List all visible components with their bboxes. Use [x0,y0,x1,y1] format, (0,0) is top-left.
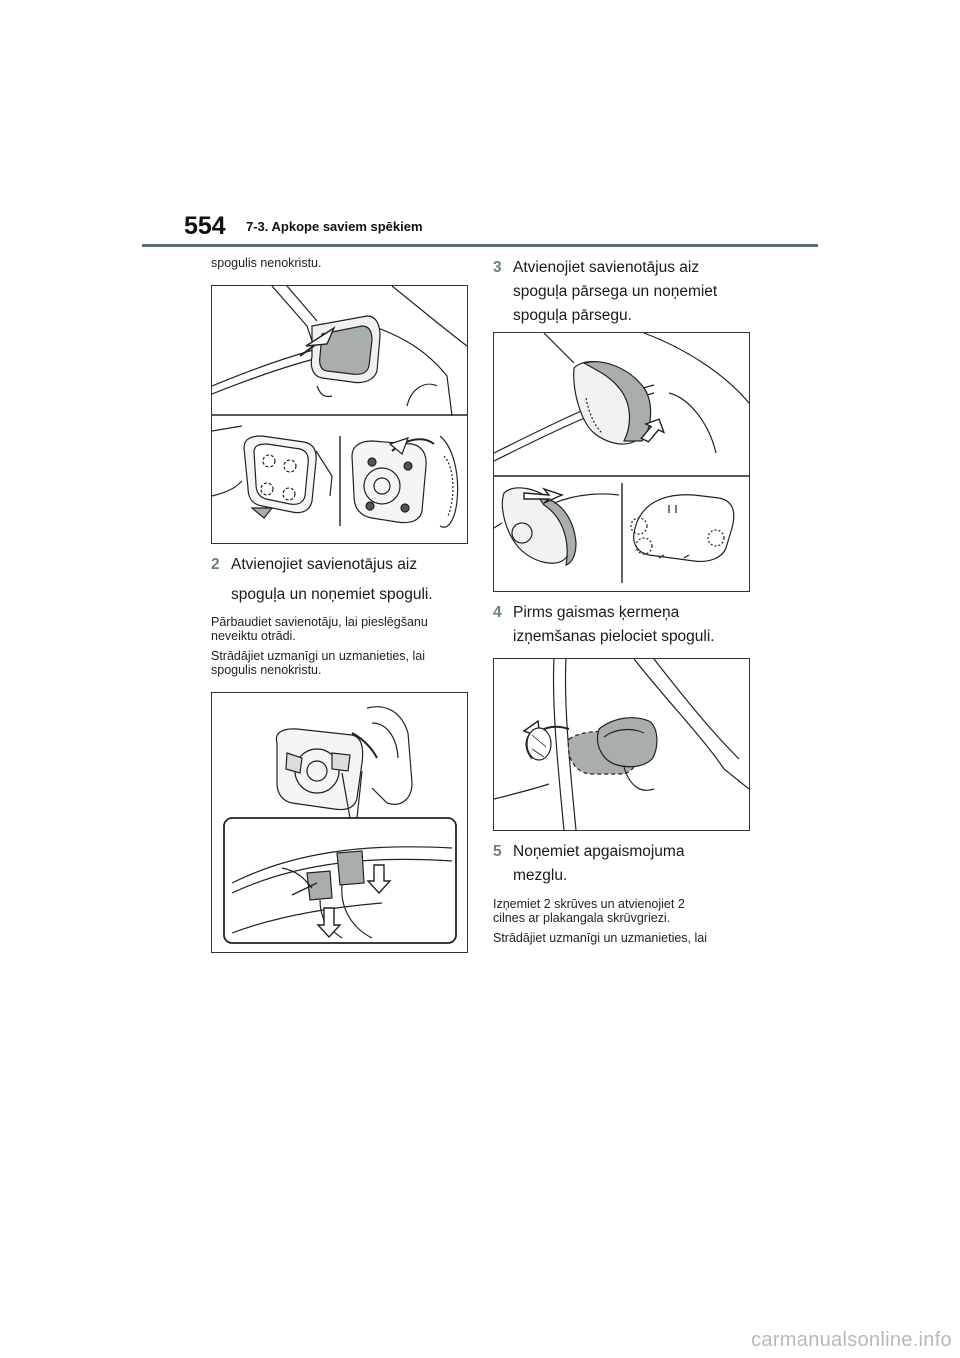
step-4 [493,601,751,649]
step-number: 4 [493,604,502,621]
watermark-credit: carmanualsonline.info [751,1329,952,1351]
figure-fold-mirror [493,658,750,831]
figure-connector-disconnect [211,692,468,953]
step-5 [493,840,751,888]
step-line: izņemšanas pielociet spoguli. [513,628,715,645]
page-number: 554 [184,212,226,240]
section-title: 7-3. Apkope saviem spēkiem [246,219,423,234]
note-line: cilnes ar plakangala skrūvgriezi. [493,911,671,925]
note-line: Pārbaudiet savienotāju, lai pieslēgšanu [211,615,428,629]
note-line: Strādājiet uzmanīgi un uzmanieties, lai [493,931,708,945]
figure-mirror-cover-removal [493,332,750,592]
step-line: spoguļa un noņemiet spoguli. [231,586,433,603]
note-line: neveiktu otrādi. [211,629,296,643]
step-3 [493,256,751,328]
step-line: spoguļa pārsega un noņemiet [513,283,718,300]
continued-text: spogulis nenokristu. [211,256,322,270]
step-line: Atvienojiet savienotājus aiz [231,556,418,573]
step-number: 2 [211,556,220,573]
step-number: 3 [493,259,502,276]
header-rule [142,244,818,247]
note-line: Izņemiet 2 skrūves un atvienojiet 2 [493,897,685,911]
step-line: mezglu. [513,867,568,884]
step-number: 5 [493,843,502,860]
note-line: Strādājiet uzmanīgi un uzmanieties, lai [211,649,426,663]
right-column [493,256,751,945]
step-2 [211,553,469,607]
step-line: Atvienojiet savienotājus aiz [513,259,700,276]
step-line: Noņemiet apgaismojuma [513,843,685,860]
note-line: spogulis nenokristu. [211,663,322,677]
figure-mirror-glass-removal [211,285,468,544]
left-column [211,256,469,953]
step-line: Pirms gaismas ķermeņa [513,604,680,621]
step-line: spoguļa pārsegu. [513,307,632,324]
